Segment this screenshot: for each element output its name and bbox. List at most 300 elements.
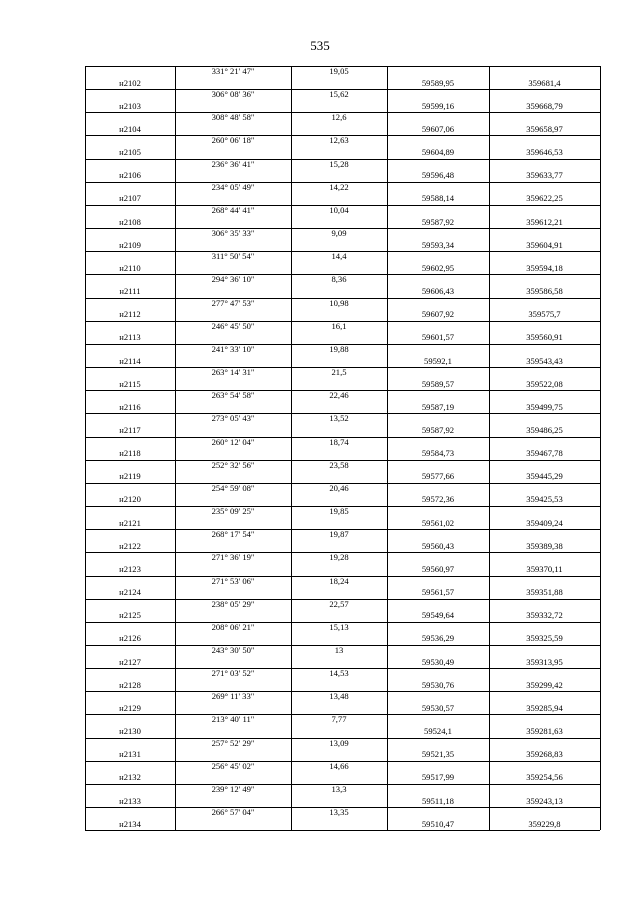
direction-angle-cell — [175, 170, 291, 182]
direction-angle-cell — [175, 147, 291, 159]
distance-cell — [291, 518, 387, 530]
row-rule — [85, 714, 600, 715]
x-coordinate-cell — [387, 66, 489, 78]
point-name-cell: н2126 — [119, 633, 141, 644]
distance-cell: 18,74 — [329, 436, 349, 447]
point-name-cell: н2106 — [119, 170, 141, 181]
point-name-cell: н2121 — [119, 517, 141, 528]
distance-cell: 15,13 — [329, 621, 349, 632]
row-rule — [85, 552, 600, 553]
x-coordinate-cell: 59510,47 — [421, 818, 455, 829]
x-coordinate-cell: 59596,48 — [421, 170, 455, 181]
point-name-cell — [85, 645, 175, 657]
y-coordinate-cell — [489, 390, 600, 402]
point-name-cell: н2124 — [119, 587, 141, 598]
row-rule — [85, 228, 600, 229]
direction-angle-cell — [175, 726, 291, 738]
point-name-cell — [85, 298, 175, 310]
direction-angle-cell — [175, 379, 291, 391]
y-coordinate-cell — [489, 205, 600, 217]
row-rule — [85, 483, 600, 484]
page-number: 535 — [310, 38, 330, 53]
row-rule — [85, 413, 600, 414]
y-coordinate-cell: 359622,25 — [526, 193, 563, 204]
distance-cell — [291, 425, 387, 437]
direction-angle-cell: 294° 36' 10" — [211, 274, 255, 285]
distance-cell — [291, 124, 387, 136]
y-coordinate-cell: 359486,25 — [526, 424, 563, 435]
y-coordinate-cell: 359325,59 — [526, 633, 563, 644]
row-rule — [85, 135, 600, 136]
y-coordinate-cell — [489, 182, 600, 194]
direction-angle-cell: 236° 36' 41" — [211, 158, 255, 169]
y-coordinate-cell: 359285,94 — [526, 702, 563, 713]
direction-angle-cell: 273° 05' 43" — [211, 413, 255, 424]
distance-cell: 15,28 — [329, 158, 349, 169]
point-name-cell: н2132 — [119, 772, 141, 783]
y-coordinate-cell — [489, 668, 600, 680]
distance-cell — [291, 657, 387, 669]
direction-angle-cell: 268° 44' 41" — [211, 204, 255, 215]
distance-cell: 14,4 — [331, 251, 347, 262]
distance-cell — [291, 633, 387, 645]
x-coordinate-cell: 59572,36 — [421, 494, 455, 505]
direction-angle-cell: 306° 08' 36" — [211, 89, 255, 100]
distance-cell: 22,57 — [329, 598, 349, 609]
row-rule — [85, 298, 600, 299]
distance-cell: 18,24 — [329, 575, 349, 586]
y-coordinate-cell — [489, 367, 600, 379]
x-coordinate-cell — [387, 506, 489, 518]
row-rule — [85, 738, 600, 739]
x-coordinate-cell — [387, 437, 489, 449]
direction-angle-cell — [175, 78, 291, 90]
direction-angle-cell — [175, 240, 291, 252]
y-coordinate-cell: 359281,63 — [526, 726, 563, 737]
row-rule — [85, 274, 600, 275]
direction-angle-cell — [175, 494, 291, 506]
column-rule — [387, 66, 388, 830]
point-name-cell — [85, 529, 175, 541]
point-name-cell — [85, 112, 175, 124]
point-name-cell: н2128 — [119, 679, 141, 690]
distance-cell — [291, 286, 387, 298]
distance-cell — [291, 240, 387, 252]
point-name-cell: н2119 — [119, 471, 141, 482]
direction-angle-cell — [175, 471, 291, 483]
distance-cell: 19,05 — [329, 66, 349, 76]
distance-cell — [291, 610, 387, 622]
direction-angle-cell — [175, 402, 291, 414]
direction-angle-cell — [175, 193, 291, 205]
column-rule — [600, 66, 601, 830]
direction-angle-cell — [175, 749, 291, 761]
x-coordinate-cell — [387, 807, 489, 819]
y-coordinate-cell: 359594,18 — [526, 262, 563, 273]
point-name-cell — [85, 89, 175, 101]
x-coordinate-cell: 59587,92 — [421, 424, 455, 435]
x-coordinate-cell: 59607,92 — [421, 309, 455, 320]
distance-cell: 12,63 — [329, 135, 349, 146]
point-name-cell — [85, 691, 175, 703]
row-rule — [85, 784, 600, 785]
x-coordinate-cell: 59599,16 — [421, 100, 455, 111]
x-coordinate-cell — [387, 135, 489, 147]
distance-cell: 7,77 — [331, 714, 347, 725]
point-name-cell: н2127 — [119, 656, 141, 667]
point-name-cell: н2133 — [119, 795, 141, 806]
direction-angle-cell: 257° 52' 29" — [211, 737, 255, 748]
direction-angle-cell — [175, 772, 291, 784]
point-name-cell: н2111 — [119, 286, 141, 297]
y-coordinate-cell: 359681,4 — [528, 77, 561, 88]
point-name-cell: н2134 — [119, 818, 141, 829]
point-name-cell — [85, 552, 175, 564]
point-name-cell — [85, 159, 175, 171]
column-rule — [175, 66, 176, 830]
y-coordinate-cell — [489, 437, 600, 449]
row-rule — [85, 390, 600, 391]
direction-angle-cell: 331° 21' 47" — [211, 66, 255, 76]
distance-cell: 13,3 — [331, 783, 347, 794]
distance-cell — [291, 193, 387, 205]
point-name-cell — [85, 413, 175, 425]
y-coordinate-cell — [489, 576, 600, 588]
point-name-cell: н2108 — [119, 216, 141, 227]
direction-angle-cell: 311° 50' 54" — [211, 251, 255, 262]
row-rule — [85, 251, 600, 252]
y-coordinate-cell — [489, 344, 600, 356]
x-coordinate-cell: 59560,97 — [421, 563, 455, 574]
point-name-cell: н2129 — [119, 702, 141, 713]
distance-cell — [291, 541, 387, 553]
y-coordinate-cell: 359575,7 — [528, 309, 561, 320]
point-name-cell — [85, 390, 175, 402]
x-coordinate-cell: 59577,66 — [421, 471, 455, 482]
distance-cell — [291, 564, 387, 576]
row-rule — [85, 761, 600, 762]
row-rule — [85, 89, 600, 90]
y-coordinate-cell — [489, 714, 600, 726]
point-name-cell — [85, 738, 175, 750]
point-name-cell: н2131 — [119, 749, 141, 760]
distance-cell: 13 — [334, 645, 344, 655]
point-name-cell: н2112 — [119, 309, 141, 320]
y-coordinate-cell — [489, 622, 600, 634]
direction-angle-cell — [175, 309, 291, 321]
direction-angle-cell — [175, 518, 291, 530]
x-coordinate-cell — [387, 622, 489, 634]
x-coordinate-cell: 59604,89 — [421, 147, 455, 158]
row-rule — [85, 437, 600, 438]
x-coordinate-cell: 59530,57 — [421, 702, 455, 713]
y-coordinate-cell: 359254,56 — [526, 772, 563, 783]
distance-cell — [291, 309, 387, 321]
direction-angle-cell — [175, 703, 291, 715]
direction-angle-cell: 256° 45' 02" — [211, 760, 255, 771]
y-coordinate-cell — [489, 738, 600, 750]
row-rule — [85, 691, 600, 692]
y-coordinate-cell — [489, 228, 600, 240]
direction-angle-cell: 208° 06' 21" — [211, 621, 255, 632]
point-name-cell — [85, 599, 175, 611]
row-rule — [85, 506, 600, 507]
y-coordinate-cell: 359499,75 — [526, 401, 563, 412]
x-coordinate-cell — [387, 529, 489, 541]
point-name-cell — [85, 182, 175, 194]
y-coordinate-cell: 359633,77 — [526, 170, 563, 181]
y-coordinate-cell — [489, 784, 600, 796]
distance-cell — [291, 170, 387, 182]
point-name-cell: н2117 — [119, 424, 141, 435]
point-name-cell — [85, 483, 175, 495]
x-coordinate-cell: 59607,06 — [421, 123, 455, 134]
direction-angle-cell: 268° 17' 54" — [211, 529, 255, 540]
x-coordinate-cell — [387, 599, 489, 611]
x-coordinate-cell — [387, 205, 489, 217]
direction-angle-cell: 266° 57' 04" — [211, 807, 255, 818]
row-rule — [85, 668, 600, 669]
direction-angle-cell: 239° 12' 49" — [211, 783, 255, 794]
x-coordinate-cell: 59593,34 — [421, 239, 455, 250]
row-rule — [85, 159, 600, 160]
distance-cell: 19,85 — [329, 506, 349, 517]
x-coordinate-cell — [387, 761, 489, 773]
y-coordinate-cell: 359332,72 — [526, 610, 563, 621]
distance-cell: 19,87 — [329, 529, 349, 540]
point-name-cell: н2115 — [119, 378, 141, 389]
row-rule — [85, 622, 600, 623]
x-coordinate-cell — [387, 274, 489, 286]
direction-angle-cell — [175, 356, 291, 368]
direction-angle-cell: 238° 05' 29" — [211, 598, 255, 609]
point-name-cell — [85, 437, 175, 449]
point-name-cell: н2103 — [119, 100, 141, 111]
direction-angle-cell — [175, 796, 291, 808]
x-coordinate-cell: 59530,76 — [421, 679, 455, 690]
direction-angle-cell: 246° 45' 50" — [211, 320, 255, 331]
x-coordinate-cell — [387, 228, 489, 240]
y-coordinate-cell: 359586,58 — [526, 286, 563, 297]
row-rule — [85, 344, 600, 345]
y-coordinate-cell — [489, 460, 600, 472]
direction-angle-cell: 254° 59' 08" — [211, 482, 255, 493]
x-coordinate-cell — [387, 367, 489, 379]
point-name-cell: н2110 — [119, 262, 141, 273]
point-name-cell — [85, 576, 175, 588]
distance-cell — [291, 379, 387, 391]
x-coordinate-cell — [387, 298, 489, 310]
y-coordinate-cell: 359560,91 — [526, 332, 563, 343]
row-rule — [85, 66, 600, 67]
y-coordinate-cell: 359668,79 — [526, 100, 563, 111]
y-coordinate-cell — [489, 89, 600, 101]
x-coordinate-cell: 59536,29 — [421, 633, 455, 644]
point-name-cell: н2116 — [119, 401, 141, 412]
x-coordinate-cell: 59549,64 — [421, 610, 455, 621]
x-coordinate-cell: 59592,1 — [424, 355, 452, 366]
row-rule — [85, 112, 600, 113]
point-name-cell — [85, 622, 175, 634]
column-rule — [291, 66, 292, 830]
point-name-cell — [85, 274, 175, 286]
distance-cell — [291, 402, 387, 414]
x-coordinate-cell — [387, 714, 489, 726]
y-coordinate-cell — [489, 599, 600, 611]
y-coordinate-cell: 359445,29 — [526, 471, 563, 482]
point-name-cell: н2125 — [119, 610, 141, 621]
x-coordinate-cell: 59511,18 — [422, 795, 454, 806]
distance-cell — [291, 263, 387, 275]
distance-cell — [291, 726, 387, 738]
row-rule — [85, 645, 600, 646]
direction-angle-cell: 306° 35' 33" — [211, 228, 255, 239]
y-coordinate-cell: 359268,83 — [526, 749, 563, 760]
direction-angle-cell — [175, 263, 291, 275]
y-coordinate-cell — [489, 135, 600, 147]
distance-cell: 14,22 — [329, 181, 349, 192]
row-rule — [85, 321, 600, 322]
point-name-cell — [85, 761, 175, 773]
point-name-cell: н2118 — [119, 448, 141, 459]
y-coordinate-cell: 359299,42 — [526, 679, 563, 690]
direction-angle-cell — [175, 101, 291, 113]
direction-angle-cell — [175, 680, 291, 692]
direction-angle-cell: 277° 47' 53" — [211, 297, 255, 308]
x-coordinate-cell: 59530,49 — [421, 656, 455, 667]
distance-cell: 16,1 — [331, 320, 347, 331]
row-rule — [85, 807, 600, 808]
distance-cell — [291, 217, 387, 229]
direction-angle-cell: 271° 03' 52" — [211, 668, 255, 679]
x-coordinate-cell — [387, 483, 489, 495]
x-coordinate-cell — [387, 390, 489, 402]
distance-cell — [291, 78, 387, 90]
direction-angle-cell: 263° 54' 58" — [211, 390, 255, 401]
distance-cell — [291, 147, 387, 159]
x-coordinate-cell — [387, 413, 489, 425]
distance-cell: 13,48 — [329, 691, 349, 702]
point-name-cell — [85, 135, 175, 147]
direction-angle-cell: 308° 48' 58" — [211, 112, 255, 123]
direction-angle-cell — [175, 819, 291, 831]
distance-cell: 19,88 — [329, 343, 349, 354]
point-name-cell: н2120 — [119, 494, 141, 505]
direction-angle-cell: 260° 06' 18" — [211, 135, 255, 146]
coordinates-table — [85, 66, 600, 830]
point-name-cell: н2122 — [119, 540, 141, 551]
distance-cell — [291, 680, 387, 692]
direction-angle-cell: 234° 05' 49" — [211, 181, 255, 192]
distance-cell — [291, 448, 387, 460]
direction-angle-cell: 252° 32' 56" — [211, 459, 255, 470]
row-rule — [85, 830, 600, 831]
direction-angle-cell — [175, 657, 291, 669]
x-coordinate-cell — [387, 460, 489, 472]
x-coordinate-cell: 59561,57 — [421, 587, 455, 598]
distance-cell: 12,6 — [331, 112, 347, 123]
y-coordinate-cell: 359425,53 — [526, 494, 563, 505]
point-name-cell: н2114 — [119, 355, 141, 366]
point-name-cell — [85, 506, 175, 518]
distance-cell — [291, 471, 387, 483]
point-name-cell: н2107 — [119, 193, 141, 204]
x-coordinate-cell: 59606,43 — [421, 286, 455, 297]
distance-cell: 22,46 — [329, 390, 349, 401]
direction-angle-cell — [175, 332, 291, 344]
point-name-cell: н2123 — [119, 563, 141, 574]
point-name-cell: н2130 — [119, 726, 141, 737]
y-coordinate-cell: 359467,78 — [526, 448, 563, 459]
distance-cell: 9,09 — [331, 228, 347, 239]
direction-angle-cell: 271° 36' 19" — [211, 552, 255, 563]
x-coordinate-cell: 59560,43 — [421, 540, 455, 551]
x-coordinate-cell: 59589,57 — [421, 378, 455, 389]
y-coordinate-cell: 359351,88 — [526, 587, 563, 598]
point-name-cell — [85, 228, 175, 240]
y-coordinate-cell — [489, 66, 600, 78]
y-coordinate-cell — [489, 321, 600, 333]
row-rule — [85, 205, 600, 206]
x-coordinate-cell — [387, 89, 489, 101]
direction-angle-cell — [175, 124, 291, 136]
direction-angle-cell — [175, 217, 291, 229]
direction-angle-cell: 271° 53' 06" — [211, 575, 255, 586]
direction-angle-cell — [175, 286, 291, 298]
point-name-cell: н2113 — [119, 332, 141, 343]
distance-cell — [291, 749, 387, 761]
x-coordinate-cell — [387, 112, 489, 124]
row-rule — [85, 529, 600, 530]
point-name-cell — [85, 367, 175, 379]
point-name-cell: н2104 — [119, 123, 141, 134]
y-coordinate-cell: 359370,11 — [526, 563, 563, 574]
y-coordinate-cell: 359646,53 — [526, 147, 563, 158]
y-coordinate-cell — [489, 506, 600, 518]
distance-cell: 21,5 — [331, 367, 347, 378]
distance-cell: 13,35 — [329, 807, 349, 818]
x-coordinate-cell: 59587,19 — [421, 401, 455, 412]
x-coordinate-cell: 59589,95 — [421, 77, 455, 88]
y-coordinate-cell — [489, 112, 600, 124]
y-coordinate-cell: 359522,08 — [526, 378, 563, 389]
point-name-cell — [85, 205, 175, 217]
point-name-cell: н2109 — [119, 239, 141, 250]
direction-angle-cell: 269° 11' 33" — [211, 691, 255, 702]
direction-angle-cell — [175, 633, 291, 645]
x-coordinate-cell: 59587,92 — [421, 216, 455, 227]
distance-cell: 13,52 — [329, 413, 349, 424]
x-coordinate-cell: 59524,1 — [424, 726, 452, 737]
distance-cell — [291, 819, 387, 831]
distance-cell: 14,66 — [329, 760, 349, 771]
point-name-cell — [85, 807, 175, 819]
distance-cell: 19,28 — [329, 552, 349, 563]
x-coordinate-cell: 59588,14 — [421, 193, 455, 204]
point-name-cell — [85, 321, 175, 333]
distance-cell — [291, 703, 387, 715]
y-coordinate-cell: 359658,97 — [526, 123, 563, 134]
x-coordinate-cell — [387, 576, 489, 588]
row-rule — [85, 460, 600, 461]
x-coordinate-cell: 59584,73 — [421, 448, 455, 459]
direction-angle-cell: 263° 14' 31" — [211, 367, 255, 378]
direction-angle-cell — [175, 448, 291, 460]
distance-cell: 23,58 — [329, 459, 349, 470]
y-coordinate-cell: 359229,8 — [528, 818, 561, 829]
distance-cell — [291, 101, 387, 113]
direction-angle-cell — [175, 564, 291, 576]
